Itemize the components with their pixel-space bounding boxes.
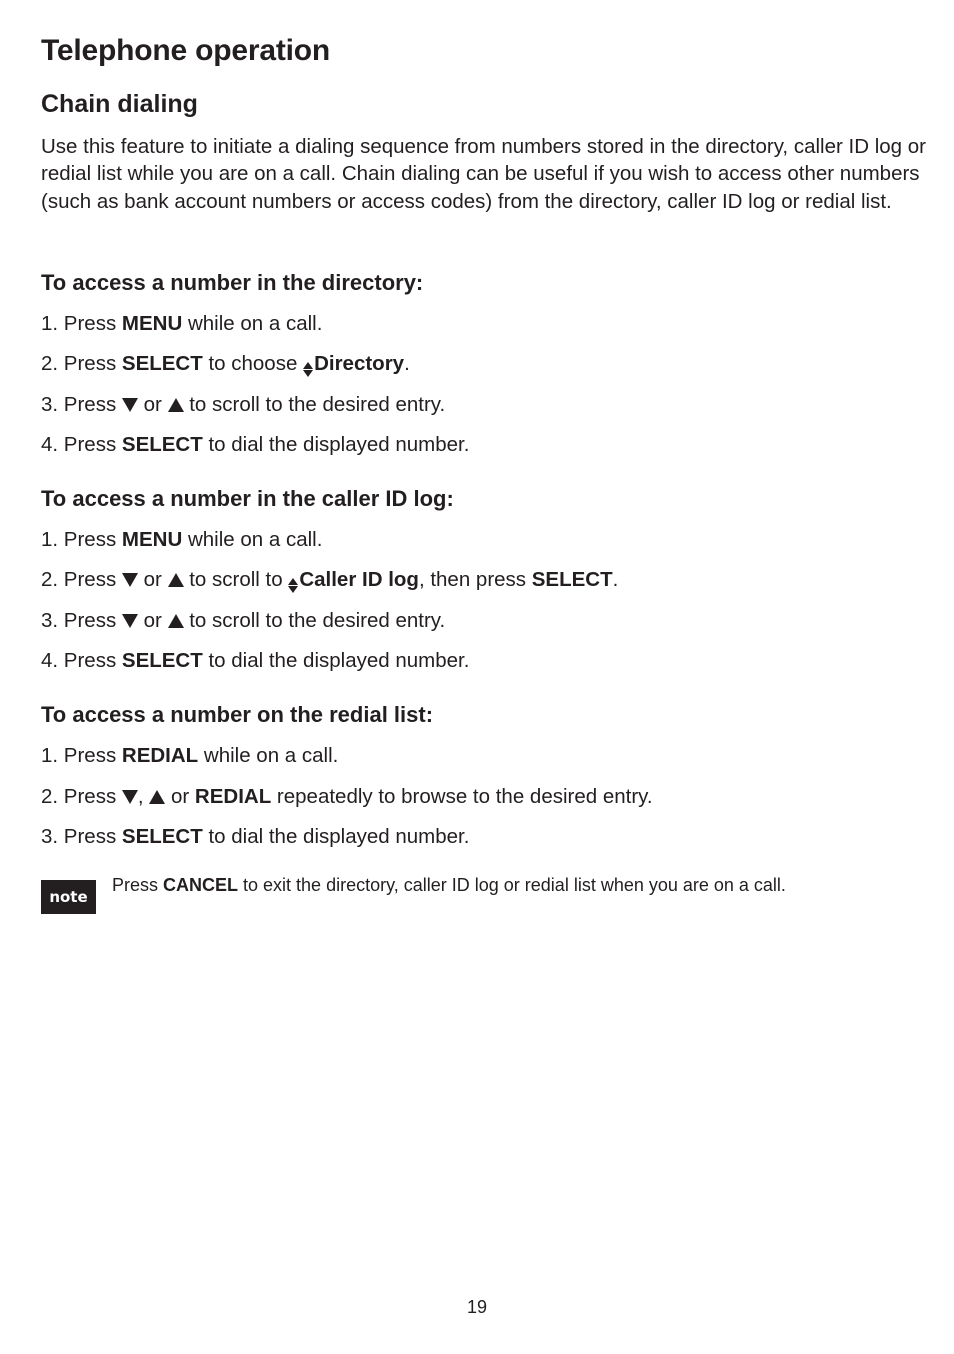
callerid-step-2: 2. Press or to scroll to Caller ID log, then press SELECT. [41, 568, 619, 591]
directory-step-1: 1. Press MENU while on a call. [41, 312, 323, 335]
intro-paragraph: Use this feature to initiate a dialing sequence from numbers stored in the directory, caller ID log or redial list while you are on a call. Chain dialing can be useful if you wish to access other numbers (such as bank account numbers or access codes) from the directory, caller ID log or redial list. [41, 135, 926, 213]
callerid-step-4: 4. Press SELECT to dial the displayed number. [41, 649, 470, 672]
up-arrow-icon [168, 614, 184, 628]
section-title: Chain dialing [41, 90, 198, 118]
up-down-arrow-icon [288, 578, 298, 593]
up-down-arrow-icon [303, 362, 313, 377]
page-title: Telephone operation [41, 34, 330, 67]
up-arrow-icon [149, 790, 165, 804]
page-number: 19 [466, 1297, 488, 1317]
note-text: Press CANCEL to exit the directory, caller ID log or redial list when you are on a call. [112, 875, 786, 895]
down-arrow-icon [122, 790, 138, 804]
redial-step-3: 3. Press SELECT to dial the displayed number. [41, 825, 470, 848]
redial-heading: To access a number on the redial list: [41, 702, 434, 727]
callerid-step-1: 1. Press MENU while on a call. [41, 528, 323, 551]
callerid-step-3: 3. Press or to scroll to the desired entry. [41, 609, 446, 632]
directory-heading: To access a number in the directory: [41, 270, 424, 295]
up-arrow-icon [168, 573, 184, 587]
down-arrow-icon [122, 398, 138, 412]
note-badge: note [41, 880, 96, 914]
down-arrow-icon [122, 614, 138, 628]
directory-step-3: 3. Press or to scroll to the desired entry. [41, 393, 446, 416]
up-arrow-icon [168, 398, 184, 412]
directory-step-4: 4. Press SELECT to dial the displayed number. [41, 433, 470, 456]
callerid-heading: To access a number in the caller ID log: [41, 486, 454, 511]
directory-step-2: 2. Press SELECT to choose Directory. [41, 352, 410, 375]
down-arrow-icon [122, 573, 138, 587]
redial-step-1: 1. Press REDIAL while on a call. [41, 744, 339, 767]
redial-step-2: 2. Press , or REDIAL repeatedly to browse to the desired entry. [41, 785, 653, 808]
